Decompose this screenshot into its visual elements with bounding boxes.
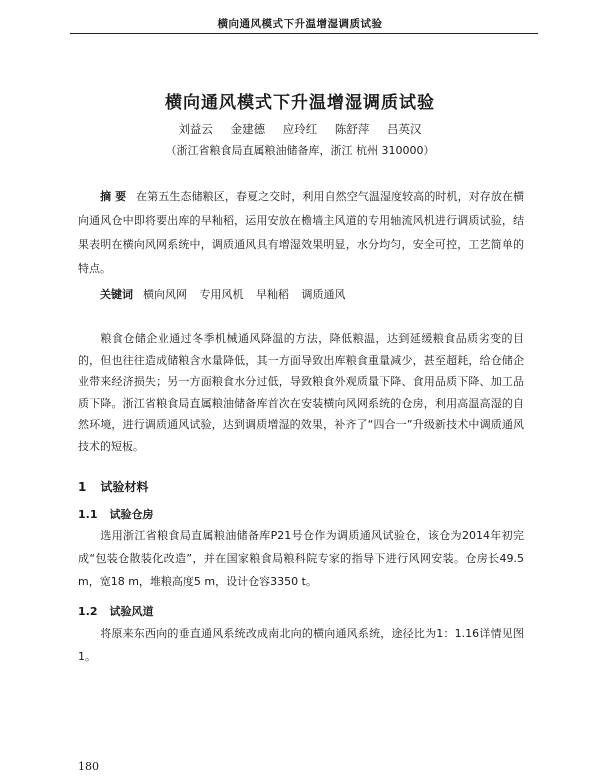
author-list: 刘益云 金建德 应玲红 陈舒萍 吕英汉 bbox=[178, 122, 422, 136]
paragraph-text: 选用浙江省粮食局直属粮油储备库P21号仓作为调质通风试验仓，该仓为2014年初完成“包装仓散装化改造”，并在国家粮食局粮科院专家的指导下进行风网安装。仓房长49.5 m，宽18 m，堆粮高度5 m，设计仓容3350 t。 bbox=[78, 529, 524, 588]
section-heading-1 bbox=[78, 478, 148, 495]
running-header-text: 横向通风模式下升温增湿调质试验 bbox=[217, 18, 383, 30]
keywords-text: 横向风网 专用风机 早籼稻 调质通风 bbox=[143, 288, 346, 301]
intro-paragraph bbox=[78, 328, 524, 457]
abstract-text: 在第五生态储粮区，春夏之交时，利用自然空气温湿度较高的时机，对存放在横向通风仓中即将要出库的早籼稻，运用安放在檐墙主风道的专用轴流风机进行调质试验，结果表明在横向风网系统中，调质通风具有增湿效果明显，水分均匀，安全可控，工艺简单的特点。 bbox=[78, 190, 524, 275]
intro-text: 粮食仓储企业通过冬季机械通风降温的方法，降低粮温，达到延缓粮食品质劣变的目的，但也往往造成储粮含水量降低，其一方面导致出库粮食重量减少，甚至超耗，给仓储企业带来经济损失；另一方面粮食水分过低，导致粮食外观质量下降、食用品质下降、加工品质下降。浙江省粮食局直属粮油储备库首次在安装横向风网系统的仓房，利用高温高湿的自然环境，进行调质通风试验，达到调质增湿的效果，补齐了“四合一”升级新技术中调质通风技术的短板。 bbox=[78, 332, 524, 453]
abstract-label: 摘 要 bbox=[100, 190, 127, 203]
affiliation: （浙江省粮食局直属粮油储备库，浙江 杭州 310000） bbox=[165, 144, 435, 157]
abstract bbox=[78, 185, 524, 281]
subsection-paragraph-1-2 bbox=[78, 622, 524, 668]
subsection-title: 试验仓房 bbox=[109, 508, 154, 521]
subsection-heading-1-2 bbox=[78, 603, 154, 619]
subsection-heading-1-1 bbox=[78, 506, 154, 522]
section-number: 1 bbox=[78, 480, 87, 494]
running-header bbox=[0, 0, 600, 40]
subsection-title: 试验风道 bbox=[109, 605, 154, 618]
section-title: 试验材料 bbox=[100, 480, 149, 494]
subsection-paragraph-1-1 bbox=[78, 524, 524, 593]
paragraph-text: 将原来东西向的垂直通风系统改成南北向的横向通风系统，途径比为1：1.16详情见图1。 bbox=[78, 627, 524, 663]
subsection-number: 1.1 bbox=[78, 508, 98, 521]
header-rule bbox=[70, 33, 538, 34]
keywords-label: 关键词 bbox=[100, 288, 133, 301]
subsection-number: 1.2 bbox=[78, 605, 98, 618]
page-number: 180 bbox=[78, 760, 99, 773]
paper-title: 横向通风模式下升温增湿调质试验 bbox=[165, 93, 435, 113]
keywords bbox=[100, 286, 530, 302]
